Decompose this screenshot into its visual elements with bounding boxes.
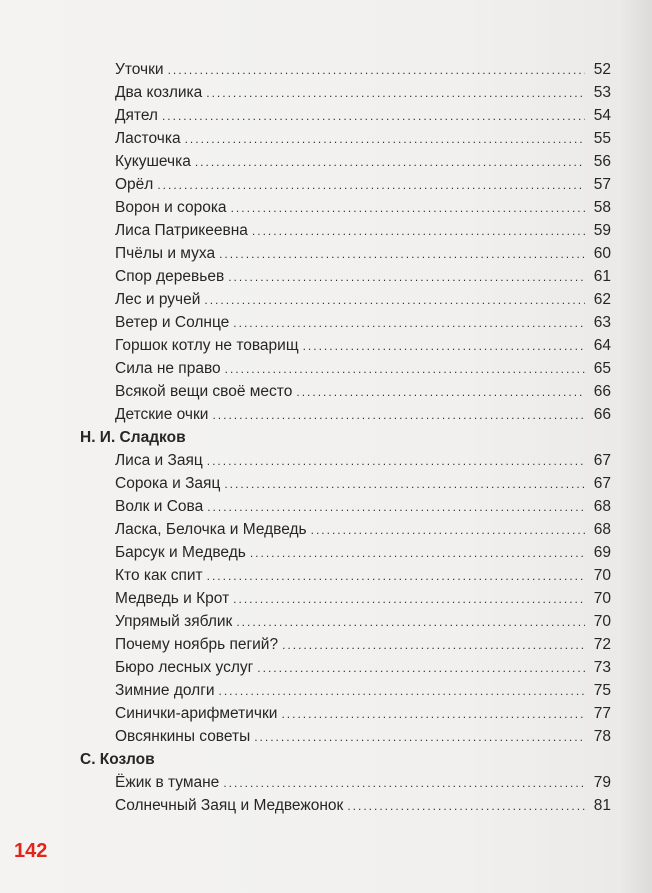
dot-leader — [212, 404, 585, 427]
dot-leader — [233, 588, 585, 611]
dot-leader — [224, 473, 585, 496]
entry-page-number: 65 — [593, 360, 611, 377]
entry-page-number: 77 — [593, 705, 611, 722]
table-of-contents — [80, 58, 611, 817]
entry-page-number: 75 — [593, 682, 611, 699]
page-number: 142 — [14, 840, 48, 862]
entry-title: Ворон и сорока — [115, 199, 227, 216]
dot-leader — [296, 381, 585, 404]
toc-entry — [80, 173, 611, 196]
toc-entry — [80, 472, 611, 495]
entry-page-number: 56 — [593, 153, 611, 170]
entry-title: Лиса Патрикеевна — [115, 222, 248, 239]
toc-entry — [80, 357, 611, 380]
dot-leader — [257, 657, 585, 680]
entry-page-number: 62 — [593, 291, 611, 308]
entry-page-number: 61 — [593, 268, 611, 285]
entry-page-number: 70 — [593, 590, 611, 607]
entry-title: Барсук и Медведь — [115, 544, 246, 561]
entry-page-number: 66 — [593, 406, 611, 423]
entry-page-number: 52 — [593, 61, 611, 78]
entry-page-number: 68 — [593, 521, 611, 538]
toc-entry — [80, 794, 611, 817]
entry-page-number: 64 — [593, 337, 611, 354]
entry-page-number: 70 — [593, 613, 611, 630]
toc-entry — [80, 403, 611, 426]
entry-title: Упрямый зяблик — [115, 613, 233, 630]
entry-title: Лиса и Заяц — [115, 452, 203, 469]
toc-entry — [80, 311, 611, 334]
entry-title: Лес и ручей — [115, 291, 201, 308]
toc-entry — [80, 58, 611, 81]
entry-page-number: 67 — [593, 452, 611, 469]
entry-title: Спор деревьев — [115, 268, 225, 285]
toc-entry — [80, 334, 611, 357]
dot-leader — [282, 634, 585, 657]
dot-leader — [157, 174, 585, 197]
entry-page-number: 63 — [593, 314, 611, 331]
toc-group — [80, 771, 611, 817]
toc-entry — [80, 564, 611, 587]
dot-leader — [225, 358, 585, 381]
entry-title: Ласка, Белочка и Медведь — [115, 521, 307, 538]
entry-title: Уточки — [115, 61, 164, 78]
dot-leader — [231, 197, 585, 220]
toc-entry — [80, 679, 611, 702]
entry-page-number: 53 — [593, 84, 611, 101]
dot-leader — [207, 496, 585, 519]
toc-entry — [80, 518, 611, 541]
toc-entry — [80, 380, 611, 403]
entry-page-number: 72 — [593, 636, 611, 653]
entry-title: Сила не право — [115, 360, 221, 377]
author-heading: С. Козлов — [80, 751, 155, 768]
entry-title: Синички-арифметички — [115, 705, 278, 722]
toc-entry — [80, 242, 611, 265]
entry-title: Орёл — [115, 176, 154, 193]
toc-entry — [80, 587, 611, 610]
entry-title: Всякой вещи своё место — [115, 383, 293, 400]
dot-leader — [303, 335, 585, 358]
entry-title: Кукушечка — [115, 153, 191, 170]
entry-page-number: 59 — [593, 222, 611, 239]
entry-page-number: 70 — [593, 567, 611, 584]
entry-page-number: 78 — [593, 728, 611, 745]
entry-title: Зимние долги — [115, 682, 215, 699]
dot-leader — [219, 680, 585, 703]
entry-title: Медведь и Крот — [115, 590, 230, 607]
entry-title: Два козлика — [115, 84, 203, 101]
dot-leader — [236, 611, 585, 634]
entry-page-number: 57 — [593, 176, 611, 193]
toc-entry — [80, 288, 611, 311]
entry-title: Ёжик в тумане — [115, 774, 220, 791]
dot-leader — [168, 59, 585, 82]
toc-entry — [80, 104, 611, 127]
dot-leader — [233, 312, 585, 335]
toc-entry — [80, 633, 611, 656]
toc-entry — [80, 702, 611, 725]
author-heading: Н. И. Сладков — [80, 429, 186, 446]
toc-entry — [80, 656, 611, 679]
dot-leader — [250, 542, 585, 565]
toc-entry — [80, 196, 611, 219]
dot-leader — [228, 266, 585, 289]
toc-entry — [80, 150, 611, 173]
entry-page-number: 68 — [593, 498, 611, 515]
dot-leader — [223, 772, 585, 795]
entry-title: Горшок котлу не товарищ — [115, 337, 299, 354]
dot-leader — [347, 795, 585, 818]
entry-title: Пчёлы и муха — [115, 245, 216, 262]
dot-leader — [219, 243, 585, 266]
toc-entry — [80, 81, 611, 104]
entry-title: Овсянкины советы — [115, 728, 251, 745]
entry-page-number: 69 — [593, 544, 611, 561]
toc-group — [80, 449, 611, 748]
entry-page-number: 55 — [593, 130, 611, 147]
entry-title: Солнечный Заяц и Медвежонок — [115, 797, 344, 814]
toc-entry — [80, 725, 611, 748]
entry-title: Сорока и Заяц — [115, 475, 221, 492]
entry-title: Ласточка — [115, 130, 181, 147]
toc-entry — [80, 219, 611, 242]
dot-leader — [254, 726, 585, 749]
entry-page-number: 79 — [593, 774, 611, 791]
dot-leader — [311, 519, 585, 542]
toc-entry — [80, 610, 611, 633]
toc-entry — [80, 449, 611, 472]
dot-leader — [195, 151, 585, 174]
entry-title: Детские очки — [115, 406, 209, 423]
dot-leader — [207, 450, 585, 473]
entry-page-number: 73 — [593, 659, 611, 676]
entry-title: Ветер и Солнце — [115, 314, 230, 331]
entry-page-number: 54 — [593, 107, 611, 124]
toc-entry — [80, 127, 611, 150]
dot-leader — [281, 703, 585, 726]
dot-leader — [206, 82, 585, 105]
toc-group — [80, 58, 611, 426]
entry-title: Почему ноябрь пегий? — [115, 636, 279, 653]
entry-title: Бюро лесных услуг — [115, 659, 254, 676]
toc-entry — [80, 771, 611, 794]
entry-page-number: 60 — [593, 245, 611, 262]
entry-title: Кто как спит — [115, 567, 203, 584]
dot-leader — [252, 220, 585, 243]
entry-title: Дятел — [115, 107, 158, 124]
entry-page-number: 67 — [593, 475, 611, 492]
dot-leader — [185, 128, 585, 151]
dot-leader — [204, 289, 585, 312]
entry-page-number: 58 — [593, 199, 611, 216]
dot-leader — [207, 565, 585, 588]
toc-entry — [80, 265, 611, 288]
entry-title: Волк и Сова — [115, 498, 204, 515]
toc-entry — [80, 495, 611, 518]
entry-page-number: 81 — [593, 797, 611, 814]
dot-leader — [162, 105, 585, 128]
toc-entry — [80, 541, 611, 564]
entry-page-number: 66 — [593, 383, 611, 400]
